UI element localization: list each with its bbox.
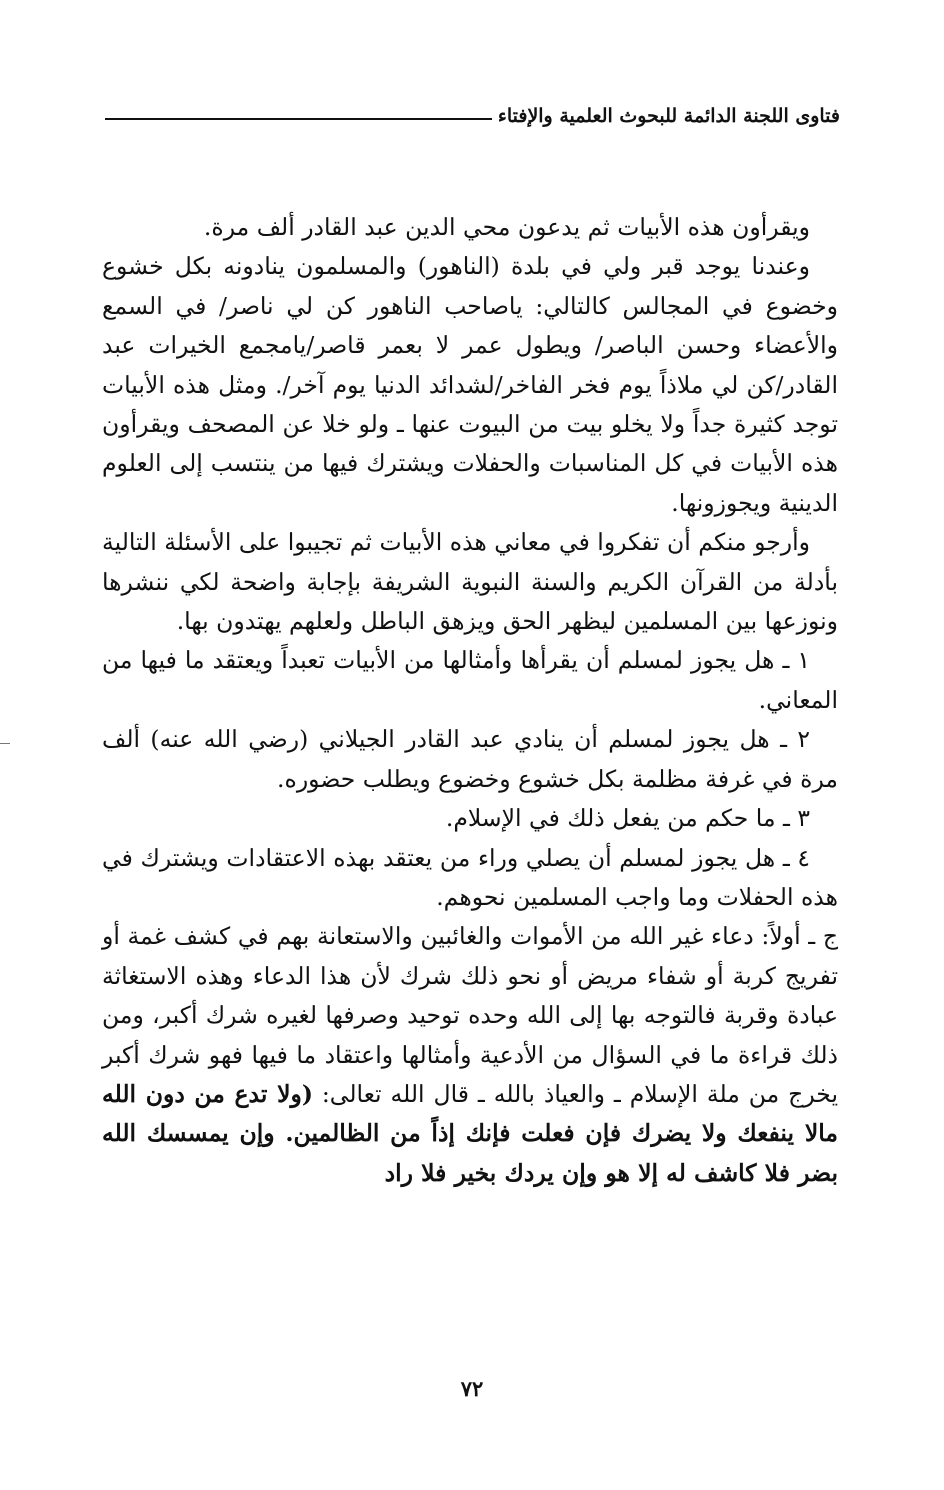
question-item: ١ ـ هل يجوز لمسلم أن يقرأها وأمثالها من الأبيات تعبداً ويعتقد ما فيها من المعاني.: [102, 646, 838, 714]
body-text: [102, 208, 838, 1193]
header-title: فتاوى اللجنة الدائمة للبحوث العلمية والإفتاء: [497, 105, 840, 127]
question-item: ٤ ـ هل يجوز لمسلم أن يصلي وراء من يعتقد بهذه الاعتقادات ويشترك في هذه الحفلات وما واجب المسلمين نحوهم.: [102, 843, 838, 911]
margin-mark: [0, 743, 10, 744]
answer-paragraph: [102, 917, 838, 1193]
answer-text: ج ـ أولاً: دعاء غير الله من الأموات والغائبين والاستعانة بهم في كشف غمة أو تفريج كربة أو شفاء مريض أو نحو ذلك شرك لأن هذا الدعاء وهذه الاستغاثة عبادة وقربة فالتوجه بها إلى الله وحده توحيد وصرفها لغيره شرك أكبر، ومن ذلك قراءة ما في السؤال من الأدعية وأمثالها واعتقاد ما فيها فهو شرك أكبر يخرج من ملة الإسلام ـ والعياذ بالله ـ قال الله تعالى:: [102, 922, 838, 1108]
running-header: [105, 96, 840, 136]
question-item: ٣ ـ ما حكم من يفعل ذلك في الإسلام.: [445, 804, 810, 833]
paragraph: وأرجو منكم أن تفكروا في معاني هذه الأبيات ثم تجيبوا على الأسئلة التالية بأدلة من القرآن الكريم والسنة النبوية الشريفة بإجابة واضحة لكي ننشرها ونوزعها بين المسلمين ليظهر الحق ويزهق الباطل ولعلهم يهتدون بها.: [102, 528, 838, 636]
paragraph: ويقرأون هذه الأبيات ثم يدعون محي الدين عبد القادر ألف مرة.: [203, 213, 810, 241]
page-number: ٧٢: [460, 1376, 484, 1401]
paragraph: وعندنا يوجد قبر ولي في بلدة (الناهور) والمسلمون ينادونه بكل خشوع وخضوع في المجالس كالتالي: ياصاحب الناهور كن لي ناصر/ في السمع والأعضاء وحسن الباصر/ ويطول عمر لا بعمر قاصر/يامجمع الخيرات عبد القادر/كن لي ملاذاً يوم فخر الفاخر/لشدائد الدنيا يوم آخر/. ومثل هذه الأبيات توجد كثيرة جداً ولا يخلو بيت من البيوت عنها ـ ولو خلا عن المصحف ويقرأون هذه الأبيات في كل المناسبات والحفلات ويشترك فيها من ينتسب إلى العلوم الدينية ويجوزونها.: [102, 252, 838, 517]
question-item: ٢ ـ هل يجوز لمسلم أن ينادي عبد القادر الجيلاني (رضي الله عنه) ألف مرة في غرفة مظلمة بكل خشوع وخضوع ويطلب حضوره.: [102, 725, 838, 793]
quran-verse: (ولا تدع من دون الله مالا ينفعك ولا يضرك فإن فعلت فإنك إذاً من الظالمين. وإن يمسسك الله بضر فلا كاشف له إلا هو وإن يردك بخير فلا راد: [102, 1079, 838, 1187]
header-rule: [105, 118, 492, 120]
